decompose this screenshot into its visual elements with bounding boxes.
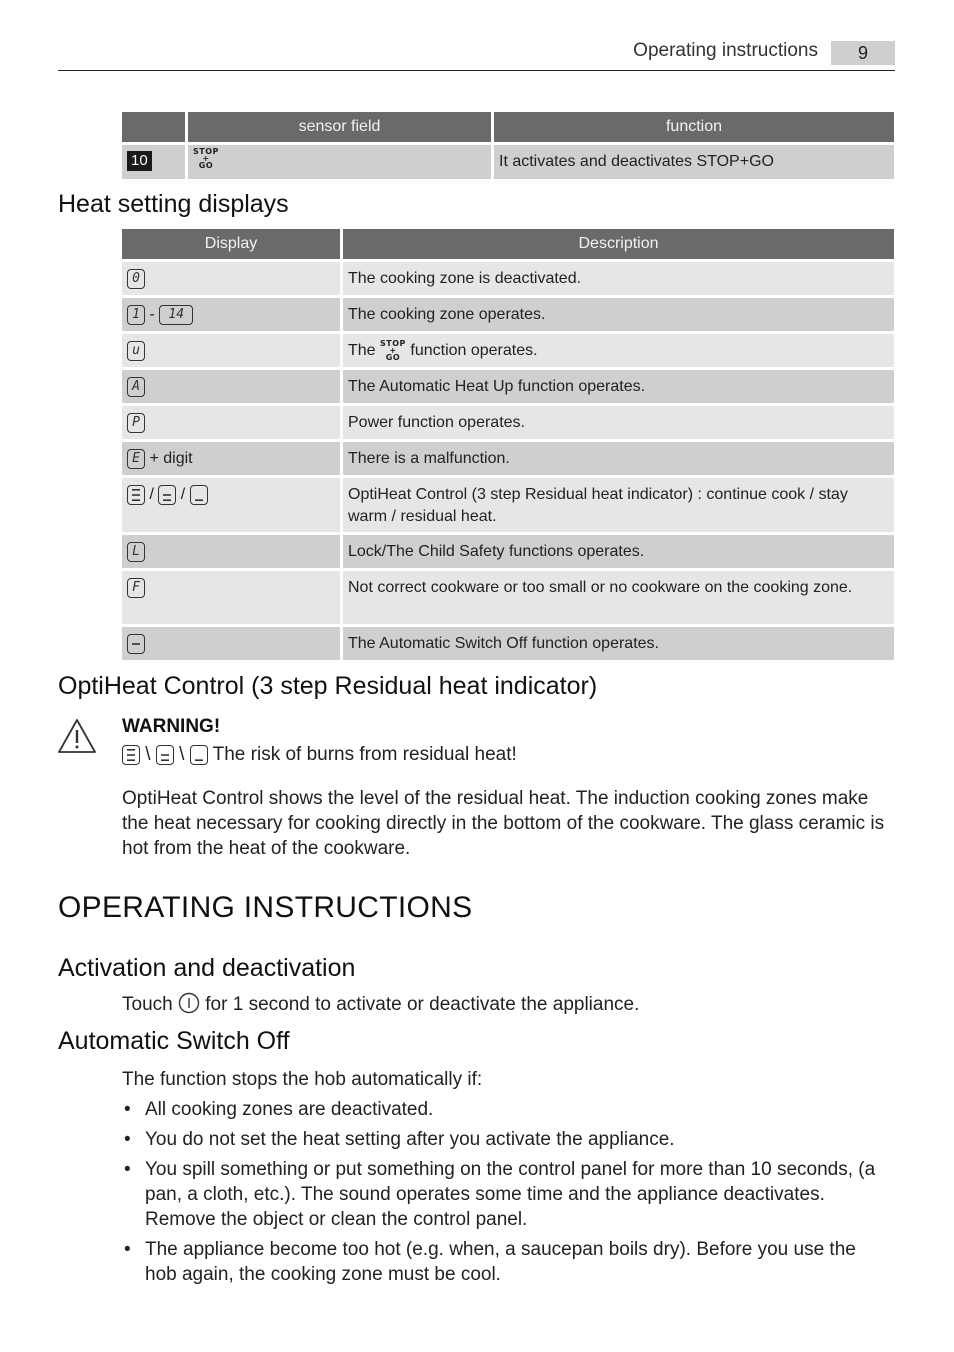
- list-item: • All cooking zones are deactivated.: [122, 1097, 892, 1122]
- table-header-display: Display: [122, 229, 340, 259]
- auto-off-intro: The function stops the hob automatically if:: [122, 1069, 483, 1090]
- header-rule: [58, 70, 895, 71]
- list-item: • The appliance become too hot (e.g. when, a saucepan boils dry). Before you use the hob again, the cooking zone must be cool.: [122, 1237, 892, 1287]
- display-cell: [122, 370, 340, 403]
- residual-heat-1-icon: [190, 485, 208, 505]
- table-row: [122, 262, 894, 295]
- section-heading-auto-off: Automatic Switch Off: [58, 1027, 290, 1055]
- table-row: [122, 370, 894, 403]
- section-heading-optiheat: OptiHeat Control (3 step Residual heat indicator): [58, 672, 598, 700]
- table-row: [122, 571, 894, 624]
- display-symbol-p: P: [127, 413, 145, 433]
- sensor-function-cell: It activates and deactivates STOP+GO: [494, 145, 894, 179]
- description-cell: OptiHeat Control (3 step Residual heat indicator) : continue cook / stay warm / residual heat.: [343, 478, 894, 532]
- display-symbol-f: F: [127, 578, 145, 598]
- display-cell: / /: [122, 478, 340, 532]
- description-cell: Not correct cookware or too small or no cookware on the cooking zone.: [343, 571, 894, 624]
- activation-text-after: for 1 second to activate or deactivate the appliance.: [205, 994, 640, 1015]
- description-cell: Lock/The Child Safety functions operates.: [343, 535, 894, 568]
- description-cell: Power function operates.: [343, 406, 894, 439]
- display-cell: [122, 535, 340, 568]
- list-item: • You spill something or put something on the control panel for more than 10 seconds, (a pan, a cloth, etc.). The sound operates some time and the appliance deactivates. Remove the object or clean the control panel.: [122, 1157, 892, 1232]
- display-cell: [122, 627, 340, 660]
- display-cell: [122, 406, 340, 439]
- residual-heat-1-icon: [190, 745, 208, 765]
- residual-heat-3-icon: [127, 485, 145, 505]
- description-cell: The Automatic Switch Off function operates.: [343, 627, 894, 660]
- section-heading-activation: Activation and deactivation: [58, 954, 356, 982]
- display-cell: [122, 571, 340, 624]
- display-symbol-u: u: [127, 341, 145, 361]
- table-row: [122, 406, 894, 439]
- table-header-empty: [122, 112, 185, 142]
- display-symbol-dash: [127, 634, 145, 654]
- residual-heat-2-icon: [156, 745, 174, 765]
- display-suffix: + digit: [149, 450, 193, 467]
- auto-off-list: [122, 1097, 892, 1292]
- table-header-row: [122, 112, 894, 142]
- page-number: 9: [831, 41, 895, 65]
- display-symbol-0: 0: [127, 269, 145, 289]
- table-row: [122, 334, 894, 367]
- table-header-sensor-field: sensor field: [188, 112, 491, 142]
- description-cell: [343, 334, 894, 367]
- display-symbol-l: L: [127, 542, 145, 562]
- section-heading-heat-setting: Heat setting displays: [58, 190, 289, 218]
- description-text: The: [348, 342, 376, 359]
- sensor-number-badge: 10: [127, 151, 152, 171]
- table-header-function: function: [494, 112, 894, 142]
- optiheat-paragraph: OptiHeat Control shows the level of the residual heat. The induction cooking zones make the heat necessary for cooking directly in the bottom of the cookware. The glass ceramic is hot from the heat of the cookware.: [122, 788, 885, 859]
- residual-heat-2-icon: [158, 485, 176, 505]
- activation-text-before: Touch: [122, 994, 173, 1015]
- display-cell: 1 - 14: [122, 298, 340, 331]
- display-symbol-e: E: [127, 449, 145, 469]
- description-cell: There is a malfunction.: [343, 442, 894, 475]
- sensor-number-cell: [122, 145, 185, 179]
- residual-heat-3-icon: [122, 745, 140, 765]
- warning-triangle-icon: [57, 718, 97, 759]
- description-cell: The cooking zone operates.: [343, 298, 894, 331]
- list-item: • You do not set the heat setting after you activate the appliance.: [122, 1127, 892, 1152]
- table-row: [122, 145, 894, 179]
- chapter-heading: OPERATING INSTRUCTIONS: [58, 891, 473, 924]
- display-symbol-1: 1: [127, 305, 145, 325]
- table-row: [122, 535, 894, 568]
- sensor-field-table: [119, 109, 897, 182]
- warning-label: WARNING!: [122, 716, 221, 737]
- description-cell: The cooking zone is deactivated.: [343, 262, 894, 295]
- stop-go-icon: STOP + GO: [193, 147, 219, 171]
- stop-go-icon: STOP + GO: [380, 339, 406, 363]
- table-header-description: Description: [343, 229, 894, 259]
- table-row: [122, 478, 894, 532]
- display-symbol-14: 14: [159, 305, 193, 325]
- running-header: Operating instructions: [633, 40, 818, 61]
- table-row: [122, 298, 894, 331]
- description-text: function operates.: [410, 342, 538, 359]
- heat-setting-table: [119, 226, 897, 663]
- display-cell: [122, 334, 340, 367]
- power-icon: [178, 992, 200, 1021]
- display-symbol-a: A: [127, 377, 145, 397]
- display-cell: [122, 262, 340, 295]
- table-row: [122, 442, 894, 475]
- display-cell: [122, 442, 340, 475]
- warning-text: The risk of burns from residual heat!: [212, 744, 517, 765]
- table-row: [122, 627, 894, 660]
- table-header-row: [122, 229, 894, 259]
- warning-line: \ \ The risk of burns from residual heat!: [122, 742, 517, 767]
- sensor-symbol-cell: [188, 145, 491, 179]
- activation-text: [122, 992, 639, 1021]
- description-cell: The Automatic Heat Up function operates.: [343, 370, 894, 403]
